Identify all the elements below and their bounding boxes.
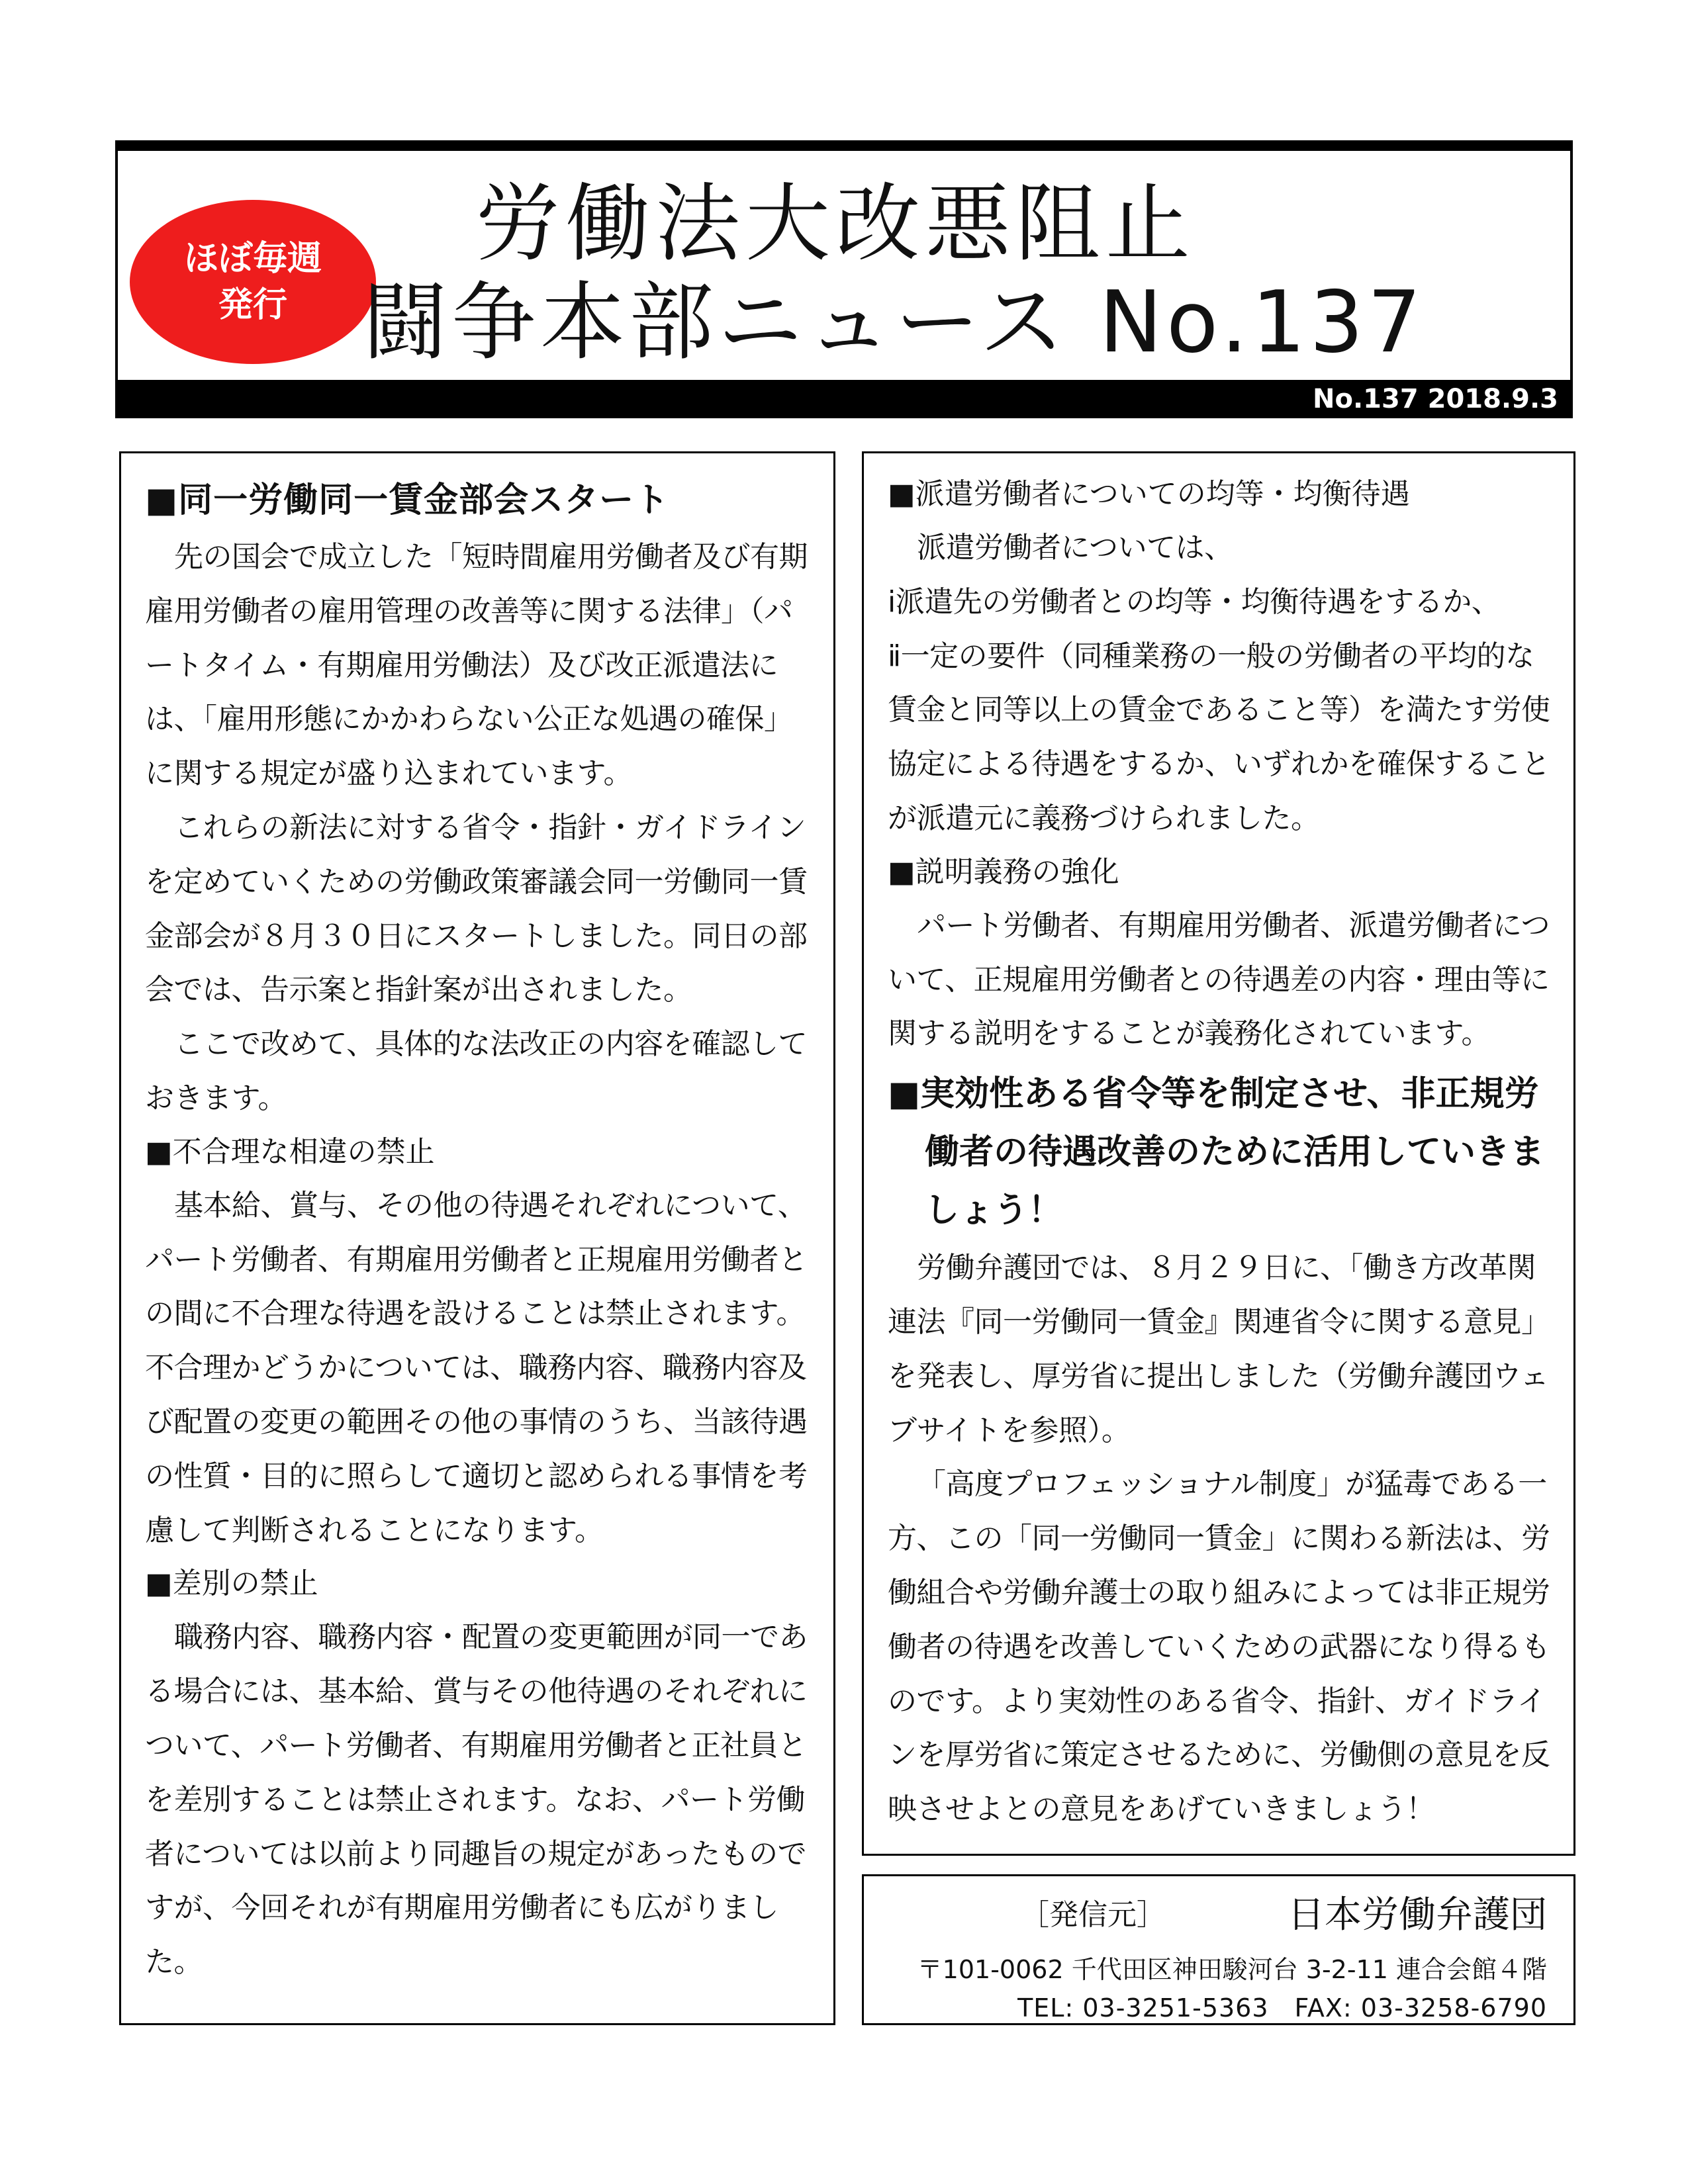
badge-line1: ほぼ毎週: [183, 239, 322, 279]
sender-label: ［発信元］: [1020, 1898, 1166, 1932]
masthead: [115, 140, 1573, 418]
paragraph: ここで改めて、具体的な法改正の内容を確認しておきます。: [145, 1027, 808, 1115]
issue-date: No.137 2018.9.3: [1313, 384, 1558, 414]
paragraph: 先の国会で成立した「短時間雇用労働者及び有期雇用労働者の雇用管理の改善等に関する法律」（パートタイム・有期雇用労働法）及び改正派遣法には、「雇用形態にかかわらない公正な処遇の確保」に関する規定が盛り込まれています。: [145, 540, 808, 791]
subheading: ■派遣労働者についての均等・均衡待遇: [888, 477, 1410, 511]
subheading: ■差別の禁止: [145, 1567, 318, 1601]
paragraph: これらの新法に対する省令・指針・ガイドラインを定めていくための労働政策審議会同一労働同一賃金部会が８月３０日にスタートしました。同日の部会では、告示案と指針案が出されました。: [145, 810, 808, 1007]
subheading: ■説明義務の強化: [888, 854, 1119, 889]
badge-line2: 発行: [218, 285, 287, 325]
subheading: ■不合理な相違の禁止: [145, 1134, 435, 1169]
sender-address: 〒101-0062 千代田区神田駿河台 3-2-11 連合会館４階: [917, 1955, 1547, 1984]
sender-contact: TEL: 03-3251-5363 FAX: 03-3258-6790: [1017, 1993, 1547, 2023]
sender-box: [862, 1874, 1575, 2025]
paragraph: 職務内容、職務内容・配置の変更範囲が同一である場合には、基本給、賞与その他待遇のそれぞれについて、パート労働者、有期雇用労働者と正社員とを差別することは禁止されます。なお、パート労働者については以前より同趣旨の規定があったものですが、今回それが有期雇用労働者にも広がりました。: [145, 1620, 808, 1979]
paragraph: 基本給、賞与、その他の待遇それぞれについて、パート労働者、有期雇用労働者と正規雇用労働者との間に不合理な待遇を設けることは禁止されます。不合理かどうかについては、職務内容、職務内容及び配置の変更の範囲その他の事情のうち、当該待遇の性質・目的に照らして適切と認められる事情を考慮して判断されることになります。: [145, 1188, 808, 1547]
weekly-badge: [130, 200, 376, 364]
paragraph: 「高度プロフェッショナル制度」が猛毒である一方、この「同一労働同一賃金」に関わる新法は、労働組合や労働弁護士の取り組みによっては非正規労働者の待遇を改善していくための武器になり得るものです。より実効性のある省令、指針、ガイドラインを厚労省に策定させるために、労働側の意見を反映させよとの意見をあげていきましょう！: [888, 1467, 1550, 1827]
right-column: [862, 451, 1575, 1856]
newsletter-title-line1: 労働法大改悪阻止: [475, 175, 1196, 273]
masthead-frame: [115, 151, 1573, 380]
paragraph: パート労働者、有期雇用労働者、派遣労働者について、正規雇用労働者との待遇差の内容・理由等に関する説明をすることが義務化されています。: [888, 908, 1550, 1051]
sender-name: 日本労働弁護団: [1288, 1893, 1547, 1936]
list-item: ⅰ派遣先の労働者との均等・均衡待遇をするか、: [888, 584, 1501, 619]
section-heading-start: ■同一労働同一賃金部会スタート: [145, 480, 670, 520]
paragraph: 労働弁護団では、８月２９日に、「働き方改革関連法『同一労働同一賃金』関連省令に関する意見」を発表し、厚労省に提出しました（労働弁護団ウェブサイトを参照）。: [888, 1251, 1550, 1447]
section-heading-action: ■実効性ある省令等を制定させ、非正規労働者の待遇改善のために活用していきましょう！: [888, 1074, 1545, 1231]
issue-bar: [115, 380, 1573, 418]
list-item: ⅱ一定の要件（同種業務の一般の労働者の平均的な賃金と同等以上の賃金であること等）を満たす労使協定による待遇をするか、いずれかを確保することが派遣元に義務づけられました。: [888, 639, 1550, 835]
paragraph: 派遣労働者については、: [917, 531, 1233, 565]
left-column: [119, 451, 835, 2025]
masthead-top-rule: [115, 140, 1573, 151]
newsletter-title-line2: 闘争本部ニュース No.137: [363, 273, 1426, 372]
